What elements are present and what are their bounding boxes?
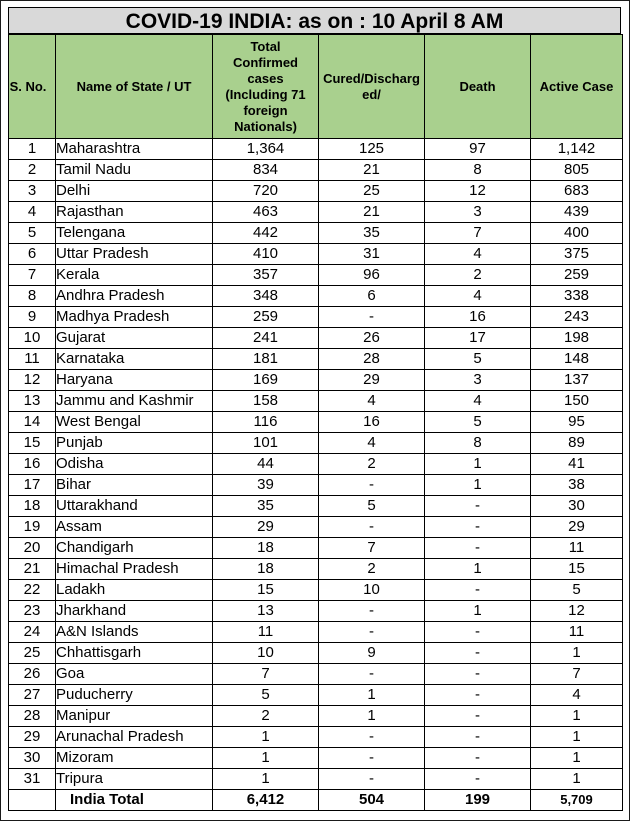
state-name-cell: Chhattisgarh (56, 643, 213, 664)
sno-cell (9, 790, 56, 811)
sno-cell: 27 (9, 685, 56, 706)
sno-cell: 13 (9, 391, 56, 412)
active-cell: 5,709 (531, 790, 623, 811)
cured-cell: 21 (319, 160, 425, 181)
confirmed-cell: 44 (213, 454, 319, 475)
sno-cell: 19 (9, 517, 56, 538)
death-cell: 3 (425, 370, 531, 391)
sno-cell: 24 (9, 622, 56, 643)
sno-cell: 20 (9, 538, 56, 559)
death-cell: - (425, 727, 531, 748)
confirmed-cell: 5 (213, 685, 319, 706)
confirmed-cell: 11 (213, 622, 319, 643)
death-cell: 5 (425, 412, 531, 433)
state-name-cell: Delhi (56, 181, 213, 202)
table-row (9, 664, 623, 685)
column-header-death: Death (425, 35, 531, 139)
cured-cell: 2 (319, 454, 425, 475)
cured-cell: 2 (319, 559, 425, 580)
sno-cell: 8 (9, 286, 56, 307)
table-row (9, 139, 623, 160)
cured-cell: - (319, 475, 425, 496)
cured-cell: - (319, 664, 425, 685)
column-header-sno: S. No. (9, 35, 56, 139)
confirmed-cell: 348 (213, 286, 319, 307)
cured-cell: 125 (319, 139, 425, 160)
death-cell: 199 (425, 790, 531, 811)
confirmed-cell: 7 (213, 664, 319, 685)
active-cell: 683 (531, 181, 623, 202)
sno-cell: 11 (9, 349, 56, 370)
confirmed-cell: 6,412 (213, 790, 319, 811)
state-name-cell: Maharashtra (56, 139, 213, 160)
cured-cell: 26 (319, 328, 425, 349)
confirmed-cell: 259 (213, 307, 319, 328)
active-cell: 150 (531, 391, 623, 412)
total-row (9, 790, 623, 811)
death-cell: - (425, 517, 531, 538)
confirmed-cell: 169 (213, 370, 319, 391)
death-cell: 17 (425, 328, 531, 349)
active-cell: 38 (531, 475, 623, 496)
death-cell: - (425, 643, 531, 664)
state-name-cell: India Total (56, 790, 213, 811)
sno-cell: 23 (9, 601, 56, 622)
confirmed-cell: 101 (213, 433, 319, 454)
death-cell: - (425, 769, 531, 790)
cured-cell: - (319, 727, 425, 748)
confirmed-cell: 18 (213, 559, 319, 580)
state-name-cell: Rajasthan (56, 202, 213, 223)
sno-cell: 4 (9, 202, 56, 223)
table-row (9, 706, 623, 727)
active-cell: 5 (531, 580, 623, 601)
death-cell: 4 (425, 286, 531, 307)
sno-cell: 3 (9, 181, 56, 202)
table-row (9, 349, 623, 370)
table-row (9, 622, 623, 643)
cured-cell: - (319, 601, 425, 622)
sno-cell: 15 (9, 433, 56, 454)
sno-cell: 18 (9, 496, 56, 517)
table-row (9, 769, 623, 790)
state-name-cell: Tripura (56, 769, 213, 790)
table-row (9, 286, 623, 307)
confirmed-cell: 241 (213, 328, 319, 349)
active-cell: 198 (531, 328, 623, 349)
death-cell: 8 (425, 433, 531, 454)
cured-cell: - (319, 622, 425, 643)
cured-cell: - (319, 769, 425, 790)
cured-cell: 31 (319, 244, 425, 265)
state-name-cell: Jharkhand (56, 601, 213, 622)
state-name-cell: Madhya Pradesh (56, 307, 213, 328)
table-row (9, 412, 623, 433)
confirmed-cell: 463 (213, 202, 319, 223)
page-title: COVID-19 INDIA: as on : 10 April 8 AM (8, 7, 621, 34)
active-cell: 29 (531, 517, 623, 538)
state-name-cell: Punjab (56, 433, 213, 454)
active-cell: 89 (531, 433, 623, 454)
state-name-cell: Bihar (56, 475, 213, 496)
active-cell: 338 (531, 286, 623, 307)
confirmed-cell: 1,364 (213, 139, 319, 160)
death-cell: 12 (425, 181, 531, 202)
death-cell: 7 (425, 223, 531, 244)
sno-cell: 31 (9, 769, 56, 790)
table-row (9, 685, 623, 706)
state-name-cell: Ladakh (56, 580, 213, 601)
cured-cell: 35 (319, 223, 425, 244)
confirmed-cell: 35 (213, 496, 319, 517)
state-name-cell: Mizoram (56, 748, 213, 769)
death-cell: 8 (425, 160, 531, 181)
active-cell: 1 (531, 643, 623, 664)
state-name-cell: Goa (56, 664, 213, 685)
column-header-active: Active Case (531, 35, 623, 139)
table-row (9, 580, 623, 601)
active-cell: 1 (531, 748, 623, 769)
death-cell: 5 (425, 349, 531, 370)
active-cell: 1,142 (531, 139, 623, 160)
cured-cell: 16 (319, 412, 425, 433)
cured-cell: - (319, 517, 425, 538)
cured-cell: 10 (319, 580, 425, 601)
state-name-cell: Andhra Pradesh (56, 286, 213, 307)
sno-cell: 10 (9, 328, 56, 349)
cured-cell: 29 (319, 370, 425, 391)
table-row (9, 475, 623, 496)
death-cell: - (425, 748, 531, 769)
sno-cell: 17 (9, 475, 56, 496)
sno-cell: 1 (9, 139, 56, 160)
confirmed-cell: 720 (213, 181, 319, 202)
cured-cell: 1 (319, 706, 425, 727)
death-cell: 97 (425, 139, 531, 160)
death-cell: 1 (425, 559, 531, 580)
active-cell: 95 (531, 412, 623, 433)
active-cell: 41 (531, 454, 623, 475)
death-cell: 1 (425, 454, 531, 475)
cured-cell: 504 (319, 790, 425, 811)
state-name-cell: Tamil Nadu (56, 160, 213, 181)
cured-cell: - (319, 307, 425, 328)
active-cell: 30 (531, 496, 623, 517)
sno-cell: 28 (9, 706, 56, 727)
table-row (9, 559, 623, 580)
column-header-confirmed: Total Confirmed cases (Including 71 foreign Nationals) (213, 35, 319, 139)
state-name-cell: Gujarat (56, 328, 213, 349)
table-row (9, 370, 623, 391)
active-cell: 148 (531, 349, 623, 370)
table-row (9, 244, 623, 265)
confirmed-cell: 13 (213, 601, 319, 622)
confirmed-cell: 39 (213, 475, 319, 496)
active-cell: 259 (531, 265, 623, 286)
cured-cell: 96 (319, 265, 425, 286)
confirmed-cell: 410 (213, 244, 319, 265)
confirmed-cell: 1 (213, 748, 319, 769)
header-row (9, 35, 623, 139)
cured-cell: 6 (319, 286, 425, 307)
active-cell: 400 (531, 223, 623, 244)
sno-cell: 7 (9, 265, 56, 286)
confirmed-cell: 357 (213, 265, 319, 286)
active-cell: 375 (531, 244, 623, 265)
death-cell: - (425, 685, 531, 706)
table-row (9, 748, 623, 769)
covid-table (8, 34, 623, 811)
cured-cell: 1 (319, 685, 425, 706)
death-cell: - (425, 664, 531, 685)
sno-cell: 9 (9, 307, 56, 328)
active-cell: 1 (531, 706, 623, 727)
confirmed-cell: 15 (213, 580, 319, 601)
sno-cell: 12 (9, 370, 56, 391)
table-row (9, 181, 623, 202)
state-name-cell: Arunachal Pradesh (56, 727, 213, 748)
sno-cell: 25 (9, 643, 56, 664)
active-cell: 4 (531, 685, 623, 706)
confirmed-cell: 181 (213, 349, 319, 370)
active-cell: 137 (531, 370, 623, 391)
confirmed-cell: 10 (213, 643, 319, 664)
active-cell: 439 (531, 202, 623, 223)
table-row (9, 160, 623, 181)
active-cell: 243 (531, 307, 623, 328)
state-name-cell: Uttar Pradesh (56, 244, 213, 265)
table-row (9, 223, 623, 244)
death-cell: - (425, 580, 531, 601)
table-row (9, 601, 623, 622)
active-cell: 11 (531, 622, 623, 643)
death-cell: 4 (425, 391, 531, 412)
state-name-cell: Karnataka (56, 349, 213, 370)
cured-cell: 5 (319, 496, 425, 517)
active-cell: 1 (531, 727, 623, 748)
column-header-name: Name of State / UT (56, 35, 213, 139)
state-name-cell: West Bengal (56, 412, 213, 433)
state-name-cell: Puducherry (56, 685, 213, 706)
sno-cell: 5 (9, 223, 56, 244)
table-row (9, 202, 623, 223)
active-cell: 1 (531, 769, 623, 790)
state-name-cell: Telengana (56, 223, 213, 244)
active-cell: 12 (531, 601, 623, 622)
table-row (9, 454, 623, 475)
state-name-cell: A&N Islands (56, 622, 213, 643)
state-name-cell: Haryana (56, 370, 213, 391)
table-row (9, 538, 623, 559)
sno-cell: 26 (9, 664, 56, 685)
cured-cell: 25 (319, 181, 425, 202)
death-cell: 3 (425, 202, 531, 223)
table-row (9, 643, 623, 664)
confirmed-cell: 1 (213, 769, 319, 790)
state-name-cell: Manipur (56, 706, 213, 727)
confirmed-cell: 116 (213, 412, 319, 433)
table-row (9, 265, 623, 286)
death-cell: - (425, 496, 531, 517)
sno-cell: 29 (9, 727, 56, 748)
death-cell: - (425, 706, 531, 727)
confirmed-cell: 1 (213, 727, 319, 748)
table-row (9, 496, 623, 517)
state-name-cell: Uttarakhand (56, 496, 213, 517)
active-cell: 805 (531, 160, 623, 181)
sno-cell: 2 (9, 160, 56, 181)
cured-cell: 4 (319, 433, 425, 454)
state-name-cell: Jammu and Kashmir (56, 391, 213, 412)
cured-cell: 7 (319, 538, 425, 559)
state-name-cell: Odisha (56, 454, 213, 475)
table-row (9, 307, 623, 328)
cured-cell: 9 (319, 643, 425, 664)
sno-cell: 14 (9, 412, 56, 433)
confirmed-cell: 442 (213, 223, 319, 244)
death-cell: 1 (425, 475, 531, 496)
state-name-cell: Chandigarh (56, 538, 213, 559)
sno-cell: 22 (9, 580, 56, 601)
active-cell: 15 (531, 559, 623, 580)
confirmed-cell: 2 (213, 706, 319, 727)
table-row (9, 391, 623, 412)
table-row (9, 727, 623, 748)
confirmed-cell: 18 (213, 538, 319, 559)
death-cell: - (425, 538, 531, 559)
confirmed-cell: 158 (213, 391, 319, 412)
sno-cell: 16 (9, 454, 56, 475)
cured-cell: 28 (319, 349, 425, 370)
confirmed-cell: 29 (213, 517, 319, 538)
active-cell: 7 (531, 664, 623, 685)
table-row (9, 433, 623, 454)
active-cell: 11 (531, 538, 623, 559)
sno-cell: 21 (9, 559, 56, 580)
sno-cell: 30 (9, 748, 56, 769)
cured-cell: 21 (319, 202, 425, 223)
death-cell: 1 (425, 601, 531, 622)
death-cell: - (425, 622, 531, 643)
state-name-cell: Himachal Pradesh (56, 559, 213, 580)
sno-cell: 6 (9, 244, 56, 265)
column-header-cured: Cured/Discharged/ (319, 35, 425, 139)
table-row (9, 517, 623, 538)
confirmed-cell: 834 (213, 160, 319, 181)
cured-cell: - (319, 748, 425, 769)
death-cell: 2 (425, 265, 531, 286)
table-row (9, 328, 623, 349)
death-cell: 4 (425, 244, 531, 265)
state-name-cell: Kerala (56, 265, 213, 286)
death-cell: 16 (425, 307, 531, 328)
state-name-cell: Assam (56, 517, 213, 538)
cured-cell: 4 (319, 391, 425, 412)
